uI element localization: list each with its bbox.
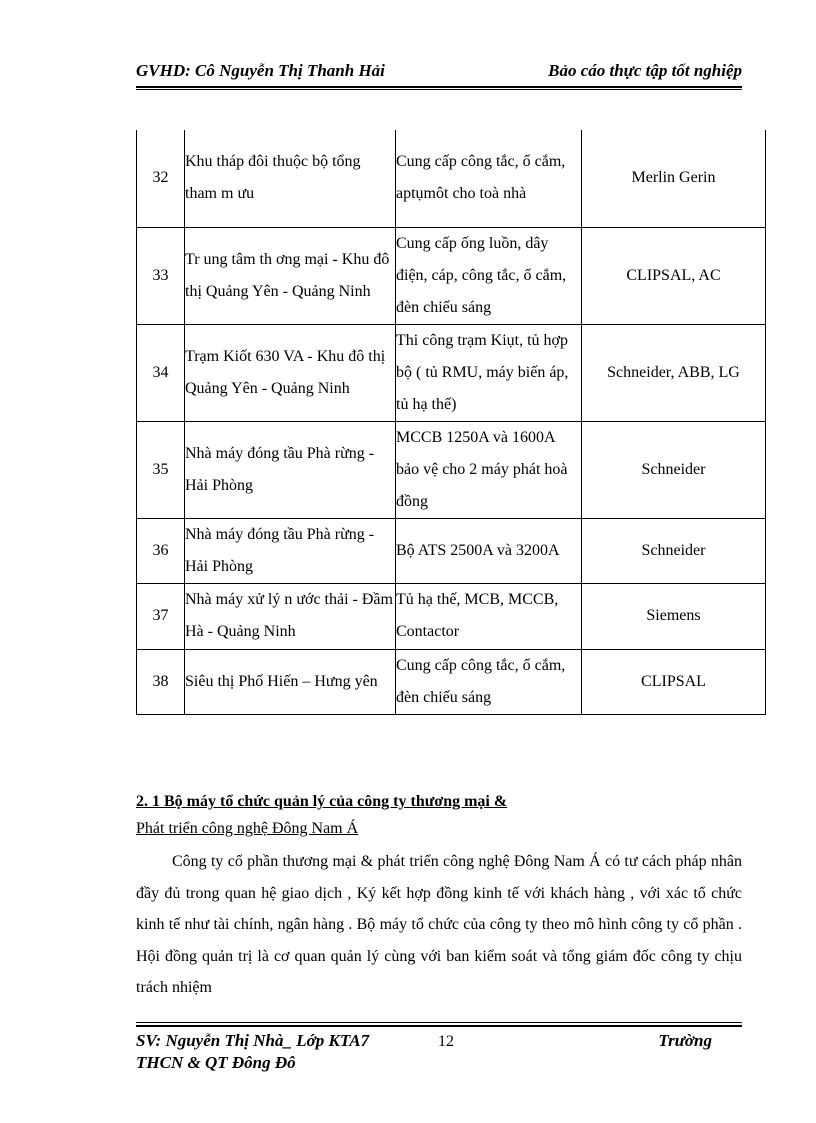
section-subtitle: Phát triển công nghệ Đông Nam Á [136, 820, 359, 837]
section-organization [136, 790, 742, 1004]
project-scope: Cung cấp công tắc, ổ cắm, đèn chiếu sáng [396, 649, 582, 714]
table-row [137, 421, 766, 518]
project-table-body [137, 130, 766, 714]
row-number: 33 [137, 227, 185, 324]
project-brand: CLIPSAL [582, 649, 766, 714]
project-name: Nhà máy xử lý n ước thải - Đầm Hà - Quảng Ninh [185, 583, 396, 649]
row-number: 34 [137, 324, 185, 421]
row-number: 36 [137, 518, 185, 583]
project-brand: Schneider [582, 421, 766, 518]
project-scope: Bộ ATS 2500A và 3200A [396, 518, 582, 583]
project-brand: Schneider [582, 518, 766, 583]
project-name: Tr ung tâm th ơng mại - Khu đô thị Quảng Yên - Quảng Ninh [185, 227, 396, 324]
footer-student: SV: Nguyễn Thị Nhà_ Lớp KTA7 [136, 1031, 370, 1050]
table-row [137, 130, 766, 227]
footer-school-line1: Trường [658, 1031, 712, 1050]
header-report-title: Bảo cáo thực tập tốt nghiệp [548, 61, 742, 80]
table-row [137, 227, 766, 324]
footer-school-line2: THCN & QT Đông Đô [136, 1053, 296, 1072]
project-brand: Siemens [582, 583, 766, 649]
project-scope: Thi công trạm Kiụt, tủ hợp bộ ( tủ RMU, máy biến áp, tủ hạ thế) [396, 324, 582, 421]
table-row [137, 583, 766, 649]
row-number: 35 [137, 421, 185, 518]
project-brand: Schneider, ABB, LG [582, 324, 766, 421]
project-scope: Tủ hạ thế, MCB, MCCB, Contactor [396, 583, 582, 649]
row-number: 32 [137, 130, 185, 227]
row-number: 38 [137, 649, 185, 714]
project-name: Khu tháp đôi thuộc bộ tổng tham m ưu [185, 130, 396, 227]
header-advisor: GVHD: Cô Nguyễn Thị Thanh Hải [136, 61, 385, 80]
project-name: Trạm Kiốt 630 VA - Khu đô thị Quảng Yên - Quảng Ninh [185, 324, 396, 421]
row-number: 37 [137, 583, 185, 649]
page-footer [136, 1022, 742, 1083]
project-scope: Cung cấp ống luồn, dây điện, cáp, công tắc, ổ cắm, đèn chiếu sáng [396, 227, 582, 324]
table-row [137, 649, 766, 714]
project-scope: Cung cấp công tắc, ổ cắm, aptụmôt cho toà nhà [396, 130, 582, 227]
table-row [137, 518, 766, 583]
project-name: Nhà máy đóng tầu Phà rừng - Hải Phòng [185, 518, 396, 583]
page-number: 12 [438, 1033, 454, 1050]
project-name: Siêu thị Phố Hiến – Hưng yên [185, 649, 396, 714]
project-brand: CLIPSAL, AC [582, 227, 766, 324]
project-scope: MCCB 1250A và 1600A bảo vệ cho 2 máy phát hoà đồng [396, 421, 582, 518]
section-paragraph: Công ty cổ phần thương mại & phát triển công nghệ Đông Nam Á có tư cách pháp nhân đầy đủ trong quan hệ giao dịch , Ký kết hợp đồng kinh tế với khách hàng , với xác tổ chức kinh tế như tài chính, ngân hàng . Bộ máy tổ chức của công ty theo mô hình công ty cổ phần . Hội đồng quản trị là cơ quan quản lý cùng với ban kiểm soát và tổng giám đốc công ty chịu trách nhiệm [136, 853, 742, 996]
page-header [136, 58, 742, 88]
section-title: 2. 1 Bộ máy tổ chức quản lý của công ty thương mại & [136, 793, 508, 810]
table-row [137, 324, 766, 421]
project-name: Nhà máy đóng tầu Phà rừng - Hải Phòng [185, 421, 396, 518]
project-brand: Merlin Gerin [582, 130, 766, 227]
project-table [136, 130, 766, 715]
